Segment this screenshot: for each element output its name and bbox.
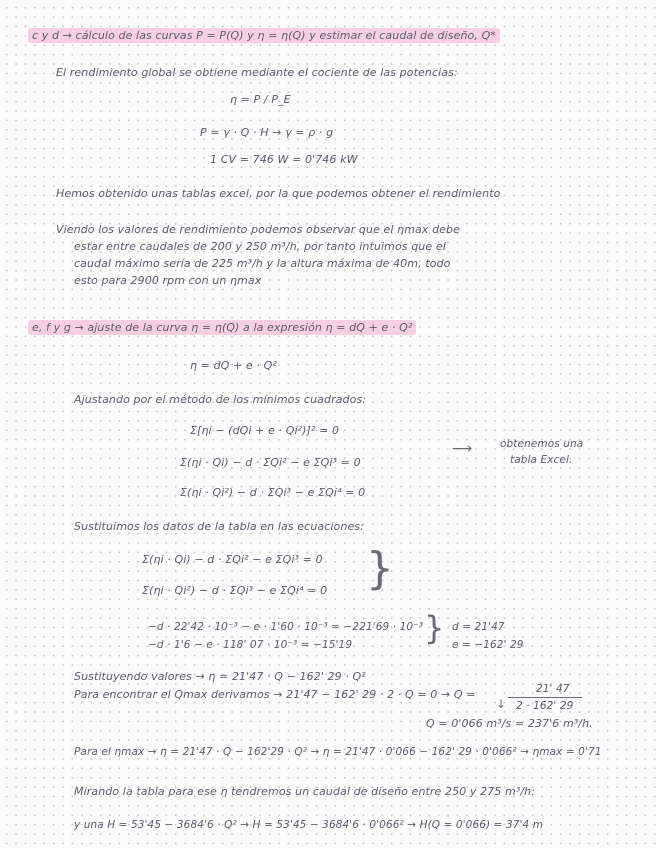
text-sustituyendo: Sustituyendo valores → η = 21'47 · Q − 162' 29 · Q²	[74, 670, 366, 683]
arrow-down-icon: ↓	[496, 697, 507, 711]
equation-least-squares: Σ[ηi − (dQi + e · Qi²)]² = 0	[190, 424, 340, 437]
equation-eta-ratio: η = P / P_E	[230, 93, 291, 106]
equation-normal-2: Σ(ηi · Qi²) − d · ΣQi³ − e ΣQi⁴ = 0	[180, 486, 366, 499]
text-rendimiento-global: El rendimiento global se obtiene mediante el cociente de las potencias:	[56, 66, 458, 79]
equation-system-1: Σ(ηi · Qi) − d · ΣQi² − e ΣQi³ = 0	[142, 553, 323, 566]
heading-c-d: c y d → cálculo de las curvas P = P(Q) y η = η(Q) y estimar el caudal de diseño, Q*	[28, 28, 500, 43]
fraction-denominator: 2 · 162' 29	[516, 700, 574, 712]
text-sustituimos: Sustituimos los datos de la tabla en las ecuaciones:	[74, 520, 364, 533]
text-minimos-cuadrados: Ajustando por el método de los mínimos cuadrados:	[74, 393, 367, 406]
text-viendo-4: esto para 2900 rpm con un ηmax	[74, 274, 262, 287]
equation-numeric-1: −d · 22'42 · 10⁻³ − e · 1'60 · 10⁻³ = −221'69 · 10⁻³	[148, 621, 424, 633]
text-eta-max: Para el ηmax → η = 21'47 · Q − 162'29 · Q² → η = 21'47 · 0'066 − 162' 29 · 0'066² → ηmax = 0'71	[74, 746, 602, 758]
solution-e: e = −162' 29	[452, 639, 524, 651]
equation-normal-1: Σ(ηi · Qi) − d · ΣQi² − e ΣQi³ = 0	[180, 456, 361, 469]
note-obtenemos: obtenemos una	[500, 438, 584, 450]
text-viendo-3: caudal máximo sería de 225 m³/h y la altura máxima de 40m, todo	[74, 257, 451, 270]
equation-cv: 1 CV = 746 W = 0'746 kW	[210, 153, 358, 166]
arrow-right-icon: ⟶	[452, 441, 473, 457]
equation-system-2: Σ(ηi · Qi²) − d · ΣQi³ − e ΣQi⁴ = 0	[142, 584, 328, 597]
equation-power: P = γ · Q · H → γ = ρ · g	[200, 126, 334, 139]
equation-numeric-2: −d · 1'6 − e · 118' 07 · 10⁻³ = −15'19	[148, 639, 353, 651]
text-viendo-1: Viendo los valores de rendimiento podemos observar que el ηmax debe	[56, 223, 461, 236]
text-mirando-tabla: Mirando la tabla para ese η tendremos un caudal de diseño entre 250 y 275 m³/h:	[74, 785, 536, 798]
text-tablas-excel: Hemos obtenido unas tablas excel, por la que podemos obtener el rendimiento	[56, 187, 501, 200]
equation-fit: η = dQ + e · Q²	[190, 359, 277, 372]
right-brace-small-icon: }	[424, 609, 445, 647]
solution-d: d = 21'47	[452, 621, 505, 633]
text-viendo-2: estar entre caudales de 200 y 250 m³/h, por tanto intuimos que el	[74, 240, 446, 253]
heading-e-f-g: e, f y g → ajuste de la curva η = η(Q) a la expresión η = dQ + e · Q²	[28, 320, 416, 335]
note-tabla-excel: tabla Excel.	[510, 454, 573, 466]
fraction-numerator: 21' 47	[536, 683, 570, 695]
text-altura: y una H = 53'45 − 3684'6 · Q² → H = 53'45 − 3684'6 · 0'066² → H(Q = 0'066) = 37'4 m	[74, 819, 544, 831]
text-derivamos: Para encontrar el Qmax derivamos → 21'47 − 162' 29 · 2 · Q = 0 → Q =	[74, 688, 476, 701]
text-q-result: Q = 0'066 m³/s = 237'6 m³/h.	[426, 717, 593, 730]
right-brace-icon: }	[366, 543, 394, 594]
fraction-bar	[508, 697, 582, 698]
